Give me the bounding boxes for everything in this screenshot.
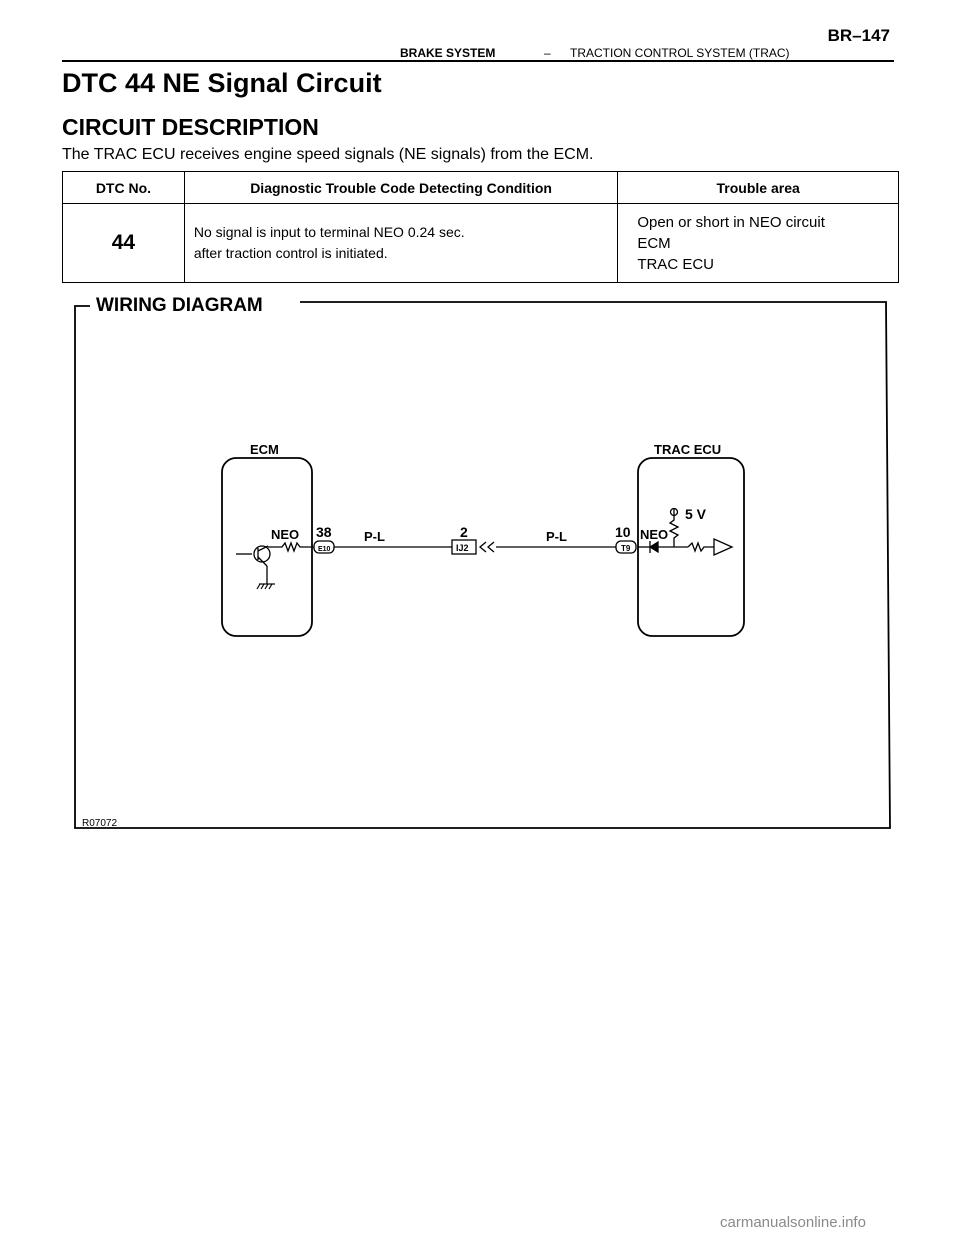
table-row	[63, 204, 899, 283]
column-header-dtc-no: DTC No.	[63, 172, 185, 204]
dtc-code: 44	[63, 204, 185, 283]
ecm-terminal-name: NEO	[271, 527, 300, 542]
wiring-diagram-heading: WIRING DIAGRAM	[96, 295, 263, 316]
diode-icon	[650, 541, 658, 553]
ecm-pin-number: 38	[316, 524, 332, 540]
header-subsection: TRACTION CONTROL SYSTEM (TRAC)	[570, 46, 790, 60]
ecm-connector-code: E10	[318, 546, 331, 553]
trac-resistor	[688, 543, 714, 551]
wiring-diagram	[60, 290, 900, 842]
junction-pin-number: 2	[460, 524, 468, 540]
pullup-resistor	[670, 516, 678, 547]
ecm-label: ECM	[250, 442, 279, 457]
trac-connector-code: T9	[621, 544, 631, 553]
junction-connector-code: IJ2	[456, 543, 469, 553]
trac-pin-number: 10	[615, 524, 631, 540]
circuit-description-text: The TRAC ECU receives engine speed signals (NE signals) from the ECM.	[62, 146, 594, 163]
condition-line: No signal is input to terminal NEO 0.24 sec.	[193, 224, 465, 240]
page-number: BR–147	[827, 26, 890, 45]
diagram-frame	[75, 302, 890, 828]
condition-line: after traction control is initiated.	[193, 245, 388, 261]
header-dash: –	[544, 46, 551, 60]
wire-color-left: P-L	[364, 529, 385, 544]
page-title: DTC 44 NE Signal Circuit	[62, 68, 382, 98]
ecm-resistor	[268, 543, 314, 551]
watermark: carmanualsonline.info	[720, 1214, 866, 1231]
detecting-condition	[184, 204, 617, 283]
trouble-area-item: TRAC ECU	[637, 255, 714, 273]
figure-id: R07072	[82, 818, 118, 829]
table-header-row	[63, 172, 899, 204]
header-section: BRAKE SYSTEM	[400, 46, 496, 60]
circuit-description-heading: CIRCUIT DESCRIPTION	[62, 114, 319, 140]
page-header	[62, 24, 894, 62]
column-header-trouble-area: Trouble area	[618, 172, 899, 204]
connector-chevron-icon	[480, 542, 494, 552]
trouble-area	[618, 204, 899, 283]
ground-icon	[257, 584, 275, 589]
column-header-condition: Diagnostic Trouble Code Detecting Condition	[184, 172, 617, 204]
dtc-table	[62, 171, 899, 283]
supply-voltage: 5 V	[685, 506, 707, 522]
trac-ecu-label: TRAC ECU	[654, 442, 722, 457]
trouble-area-item: Open or short in NEO circuit	[637, 213, 825, 231]
trouble-area-item: ECM	[637, 234, 671, 252]
trac-terminal-name: NEO	[640, 527, 669, 542]
transistor-icon	[236, 546, 270, 584]
buffer-triangle-icon	[714, 539, 732, 555]
wire-color-right: P-L	[546, 529, 567, 544]
